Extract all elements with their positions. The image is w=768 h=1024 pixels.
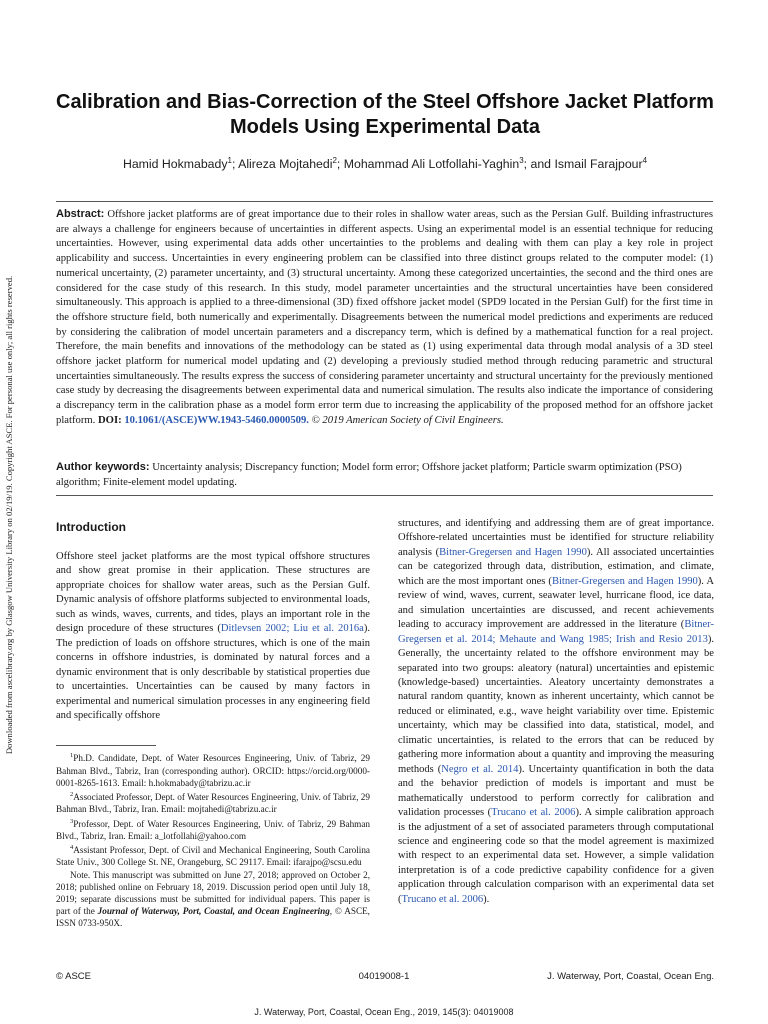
doi-link[interactable]: 10.1061/(ASCE)WW.1943-5460.0000509. bbox=[124, 414, 309, 426]
reference-link[interactable]: Trucano et al. 2006 bbox=[401, 893, 484, 905]
abstract-text: Offshore jacket platforms are of great importance due to their roles in shallow water areas, such as the Persian Gulf. Building infrastructures are always a challenge for engineers because of uncertainties in different aspects. Using an experimental model is an essential technique for reducing uncertainties. However, using experimental data adds other uncertainties to the problems and dealing with them can play a key role in project applicability and success. Uncertainties in every engineering problem can be classified into three distinct groups related to the computer model: (1) numerical uncertainty, (2) parameter uncertainty, and (3) structural uncertainty. Among these categorized uncertainties, the second and the third ones are considered for the case study of this research. In this study, model parameter uncertainties and the structural uncertainties have been considered simultaneously. This approach is applied to a three-dimensional (3D) fixed offshore jacket model (SPD9 located in the Persian Gulf) for the first time in the offshore structure field, both numerically and experimentally. Disagreements between the numerical model predictions and experiments are reduced by considering the calibration of model uncertain parameters and a discrepancy term, which is defined by a mathematical function for a real project. Therefore, the main benefits and innovations of the methodology can be stated as (1) using experimental data through modal analysis of a 3D steel offshore jacket platform for numerical model updating and (2) developing a previously studied method through reducing parametric and structural uncertainties simultaneously. The results express the success of considering parameter uncertainty and structural uncertainty for the previously mentioned case study by decreasing the disagreements between experimental data and numerical simulation. The results also indicate the importance of considering a discrepancy term in the calibration phase as a model form error term due to increasing the applicability of the proposed method for an offshore jacket platform. bbox=[56, 209, 713, 426]
doi-label: DOI: bbox=[97, 414, 122, 426]
paragraph-text: ). All associated uncertainties can be categorized through data, distribution, estimation, and climate, which are the most important ones ( bbox=[398, 546, 714, 587]
footnote bbox=[56, 789, 370, 815]
author-list bbox=[40, 153, 730, 172]
footer-page-number: 04019008-1 bbox=[358, 971, 410, 982]
footnote-text: Assistant Professor, Dept. of Civil and Mechanical Engineering, South Carolina State Univ., 300 College St. NE, Orangeburg, SC 29117. Email: ifarajpo@scsu.edu bbox=[56, 845, 370, 868]
note-tail: , © ASCE, ISSN 0733-950X. bbox=[56, 906, 370, 929]
footnote-text: Associated Professor, Dept. of Water Resources Engineering, Univ. of Tabriz, 29 Bahman Blvd., Tabriz, Iran. Email: mojtahedi@tabrizu.ac.ir bbox=[56, 792, 370, 815]
footnote-rule bbox=[56, 745, 156, 746]
intro-paragraph bbox=[56, 550, 370, 723]
abstract bbox=[56, 207, 713, 429]
submission-note bbox=[56, 869, 370, 930]
reference-link[interactable]: Bitner-Gregersen et al. 2014; Mehaute and Wang 1985; Irish and Resio 2013 bbox=[398, 619, 714, 645]
paragraph-text: structures, and identifying and addressing them are of great importance. Offshore-related uncertainties must be identified for structure reliability analysis ( bbox=[398, 518, 714, 558]
citation-line: J. Waterway, Port, Coastal, Ocean Eng., 2019, 145(3): 04019008 bbox=[254, 1007, 514, 1017]
footnote bbox=[56, 750, 370, 789]
reference-link[interactable]: Negro et al. 2014 bbox=[441, 763, 519, 775]
copyright-notice: © 2019 American Society of Civil Engineers. bbox=[311, 414, 504, 426]
right-column bbox=[398, 517, 714, 907]
section-heading-introduction: Introduction bbox=[56, 520, 126, 534]
footnote-text: Professor, Dept. of Water Resources Engineering, Univ. of Tabriz, 29 Bahman Blvd., Tabriz, Iran. Email: a_lotfollahi@yahoo.com bbox=[56, 818, 370, 841]
journal-name: Journal of Waterway, Port, Coastal, and Ocean Engineering bbox=[97, 906, 330, 917]
footnote-mark: 2 bbox=[70, 791, 74, 799]
paragraph-text: ). Generally, the uncertainty related to the offshore environment may be separated into two groups: aleatory (natural) uncertainties and epistemic (knowledge-based) uncertainties. Aleatory uncertainty demonstrates a natural random quantity, known as inherent uncertainty, which cannot be reduced or eliminated, e.g., wave height variability over time. Epistemic uncertainty, which may be classified into data, statistical, model, and climatic uncertainties, is related to the errors that can be reduced by gathering more information about a quantity and improving the measuring methods ( bbox=[398, 633, 714, 775]
author-separator: ; bbox=[336, 157, 344, 172]
footnote bbox=[56, 816, 370, 842]
body-paragraph bbox=[398, 517, 714, 907]
paragraph-text: Offshore steel jacket platforms are the most typical offshore structures and show great promise in their application. These structures are appropriate choices for shallow water areas, such as the Persian Gulf. Dynamic analysis of offshore platforms subjected to environmental loads, such as winds, waves, currents, and tides, plays an important role in the design procedure of these structures ( bbox=[56, 551, 370, 635]
footnote-mark: 3 bbox=[70, 817, 74, 825]
footer-publisher: © ASCE bbox=[56, 971, 91, 982]
author-affiliation-mark: 3 bbox=[519, 156, 524, 165]
abstract-bottom-rule bbox=[56, 495, 713, 496]
author-name[interactable]: Ismail Farajpour bbox=[554, 157, 643, 172]
keywords-label: Author keywords: bbox=[56, 461, 150, 473]
paragraph-text: ). The prediction of loads on offshore structures, which is one of the main concerns in offshore industries, is dominated by natural forces and a dynamic environment that is only describable by statistical properties due to uncertainties. Uncertainties can be caused by many factors in experimental and numerical simulation processes in any engineering field and specifically offshore bbox=[56, 623, 370, 721]
footnote-text: Ph.D. Candidate, Dept. of Water Resources Engineering, Univ. of Tabriz, 29 Bahman Blvd., Tabriz, Iran (corresponding author). ORCID: https://orcid.org/0000-0001-8265-1613. Email: h.hokmabady@tabrizu.ac.ir bbox=[56, 753, 370, 788]
abstract-top-rule bbox=[56, 201, 713, 202]
paragraph-text: ). A review of wind, waves, current, seawater level, hurricane flood, ice data, and simulation uncertainties are discussed, and recent achievements leading to accuracy improvement are addressed in the literature ( bbox=[398, 575, 714, 631]
download-notice-text: Downloaded from ascelibrary.org by Glasgow University Library on 02/19/19. Copyright ASCE. For personal use only; all rights reserved. bbox=[4, 275, 14, 755]
author-name[interactable]: Alireza Mojtahedi bbox=[238, 157, 333, 172]
note-text: Note. This manuscript was submitted on June 27, 2018; approved on October 2, 2018; published online on February 18, 2019. Discussion period open until July 18, 2019; separate discussions must be submitted for individual papers. This paper is part of the bbox=[56, 869, 370, 917]
paragraph-text: ). Uncertainty quantification in both the data and the behavior prediction of models is important and must be mathematically understood to perform correctly for calibration and validation processes ( bbox=[398, 763, 714, 819]
author-separator: ; bbox=[231, 157, 239, 172]
author-affiliation-mark: 1 bbox=[227, 156, 232, 165]
reference-link[interactable]: Ditlevsen 2002; Liu et al. 2016a bbox=[220, 623, 364, 635]
reference-link[interactable]: Bitner-Gregersen and Hagen 1990 bbox=[439, 546, 587, 558]
author-name[interactable]: Hamid Hokmabady bbox=[122, 157, 228, 172]
author-affiliation-mark: 2 bbox=[332, 156, 337, 165]
paragraph-text: ). A simple calibration approach is the adjustment of a set of associated parameters through computational science and engineering code so that the model agreement is maximized with respect to an experimental data set. However, a simple validation interpretation is of a code predictive capability confidence for a given application through calculation comparison with an experimental data set ( bbox=[398, 807, 714, 905]
footer-journal: J. Waterway, Port, Coastal, Ocean Eng. bbox=[547, 971, 714, 982]
author-separator: ; and bbox=[523, 157, 555, 172]
author-name[interactable]: Mohammad Ali Lotfollahi-Yaghin bbox=[343, 157, 520, 172]
reference-link[interactable]: Bitner-Gregersen and Hagen 1990 bbox=[551, 575, 698, 587]
author-affiliation-mark: 4 bbox=[642, 156, 648, 165]
footnote-mark: 4 bbox=[70, 844, 74, 852]
paragraph-text: ). bbox=[483, 893, 490, 905]
footnote bbox=[56, 842, 370, 868]
keywords-text: Uncertainty analysis; Discrepancy function; Model form error; Offshore jacket platform; Particle swarm optimization (PSO) algorithm; Finite-element model updating. bbox=[56, 462, 682, 488]
paper-title: Calibration and Bias-Correction of the Steel Offshore Jacket Platform Models Using Experimental Data bbox=[56, 91, 714, 138]
footnote-mark: 1 bbox=[70, 752, 74, 760]
left-column bbox=[56, 519, 370, 930]
author-keywords bbox=[56, 460, 713, 490]
download-notice bbox=[2, 210, 16, 820]
abstract-label: Abstract: bbox=[56, 208, 105, 220]
reference-link[interactable]: Trucano et al. 2006 bbox=[491, 807, 576, 819]
